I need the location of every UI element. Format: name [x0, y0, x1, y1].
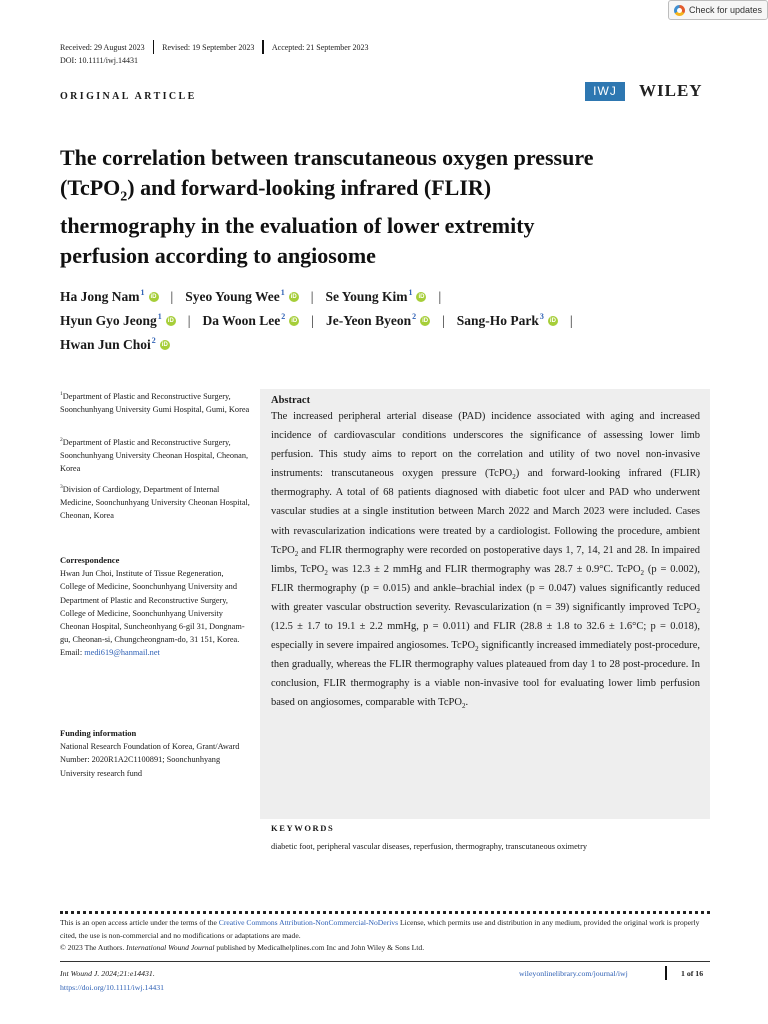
funding-text: National Research Foundation of Korea, Grant/Award Number: 2020R1A2C1100891; Soonchunhyang University research fund: [60, 742, 240, 778]
doi-link[interactable]: https://doi.org/10.1111/iwj.14431: [60, 983, 165, 992]
copyright-segment: © 2023 The Authors.: [60, 943, 127, 953]
author-separator: |: [187, 313, 191, 328]
author-name[interactable]: Je-Yeon Byeon: [325, 313, 412, 328]
abstract-heading: Abstract: [271, 395, 311, 406]
affiliation-marker[interactable]: 1: [280, 287, 285, 297]
author-name[interactable]: Hwan Jun Choi: [60, 337, 151, 352]
doi-text: DOI: 10.1111/iwj.14431: [60, 56, 138, 65]
author-separator: |: [170, 289, 174, 304]
subscript: 2: [512, 473, 516, 482]
license-notice: [60, 917, 710, 955]
email-label: Email:: [60, 648, 83, 658]
affiliation-marker[interactable]: 1: [140, 287, 145, 297]
subscript: 2: [461, 702, 466, 711]
check-for-updates-label: Check for updates: [689, 5, 763, 15]
orcid-icon[interactable]: iD: [167, 318, 174, 324]
orcid-icon[interactable]: iD: [291, 318, 298, 324]
journal-name: International Wound Journal: [126, 943, 215, 953]
article-title: [60, 143, 720, 270]
affiliation-marker[interactable]: 1: [157, 311, 162, 321]
orcid-icon[interactable]: iD: [422, 318, 429, 324]
title-line: thermography in the evaluation of lower extremity: [60, 213, 535, 239]
affiliation-number: 1: [60, 391, 63, 397]
orcid-icon[interactable]: iD: [290, 294, 297, 300]
affiliation-text: Department of Plastic and Reconstructive Surgery, Soonchunhyang University Cheonan Hospital, Cheonan, Korea: [60, 437, 249, 474]
abstract-segment: (12.5 ± 1.7 to 19.1 ± 2.2 mmHg, p = 0.011) and FLIR (28.8 ± 1.8 to 32.6 ± 1.6°C; p = 0.018), especially in severe impaired angiosomes. TcPO: [271, 621, 700, 652]
wiley-publisher-logo: WILEY: [639, 81, 703, 100]
author-separator: |: [442, 313, 445, 328]
abstract-segment: .: [465, 697, 469, 709]
article-history: [60, 40, 369, 54]
correspondence-email: [60, 646, 250, 659]
title-line: perfusion according to angiosome: [60, 242, 376, 268]
orcid-icon[interactable]: iD: [150, 294, 157, 300]
license-segment: This is an open access article under the terms of the: [60, 918, 219, 927]
affiliation-marker[interactable]: 2: [281, 311, 286, 321]
page-number: 1 of 16: [681, 969, 704, 978]
revised-date: Revised: 19 September 2023: [162, 42, 255, 52]
subscript: 2: [475, 645, 479, 654]
affiliation-number: 3: [60, 484, 63, 490]
correspondence-heading: Correspondence: [60, 555, 120, 565]
crossmark-icon: [674, 5, 685, 16]
author-separator: |: [569, 313, 573, 328]
affiliation-marker[interactable]: 1: [408, 287, 413, 297]
email-link[interactable]: medi619@hanmail.net: [84, 648, 160, 658]
abstract-segment: was 12.3 ± 2 mmHg and FLIR thermography was 28.7 ± 0.9°C. TcPO: [327, 563, 641, 575]
affiliation-marker[interactable]: 2: [151, 335, 156, 345]
author-name[interactable]: Sang-Ho Park: [456, 313, 539, 328]
author-line: [60, 337, 170, 353]
affiliation: [60, 434, 250, 475]
history-divider: [153, 40, 155, 54]
author-separator: |: [438, 289, 442, 304]
copyright-segment: published by Medicalhelplines.com Inc and John Wiley & Sons Ltd.: [214, 943, 425, 953]
title-text: ) and forward-looking infrared (FLIR): [127, 174, 492, 200]
funding-section: [60, 727, 250, 780]
author-line: [60, 289, 453, 305]
orcid-icon[interactable]: iD: [161, 342, 168, 348]
abstract-segment: (p = 0.002), FLIR thermography (p = 0.015) and ankle–brachial index (p = 0.047) values significantly reduced with greater vascular obstruction severity. Revascularization (n = 39) significantly improved TcPO: [271, 563, 700, 613]
correspondence-section: [60, 554, 250, 660]
abstract-box: [260, 389, 710, 819]
affiliation-marker[interactable]: 2: [412, 311, 417, 321]
article-type-label: ORIGINAL ARTICLE: [60, 91, 197, 102]
affiliation: [60, 388, 250, 416]
author-separator: |: [311, 313, 314, 328]
history-divider: [262, 40, 264, 54]
author-name[interactable]: Se Young Kim: [325, 289, 408, 304]
author-name[interactable]: Da Woon Lee: [202, 313, 281, 328]
abstract-segment: and FLIR thermography were recorded on postoperative days 1, 7, 14, 21 and 28. In impaired limbs, TcPO: [271, 544, 700, 575]
abstract-text: [271, 407, 700, 713]
title-text: (TcPO: [60, 174, 121, 200]
subscript: 2: [324, 568, 328, 577]
author-name[interactable]: Hyun Gyo Jeong: [60, 313, 157, 328]
affiliation-text: Department of Plastic and Reconstructive Surgery, Soonchunhyang University Gumi Hospital, Gumi, Korea: [60, 391, 250, 414]
journal-citation: Int Wound J. 2024;21:e14431.: [60, 969, 155, 978]
copyright-text: [60, 942, 710, 955]
funding-heading: Funding information: [60, 728, 137, 738]
abstract-segment: ) and forward-looking infrared (FLIR) thermography. A total of 68 patients diagnosed with diabetic foot ulcer and PAD who underwent vascular studies at a single institution between March 2022 and March 2023 were included. Cases with revascularization indications were treated by a cardiologist. Following the procedure, ambient TcPO: [271, 468, 700, 556]
affiliation-text: Division of Cardiology, Department of Internal Medicine, Soonchunhyang University Cheonan Hospital, Cheonan, Korea: [60, 484, 250, 521]
abstract-segment: significantly increased immediately post-procedure, then gradually, whereas the FLIR thermography values plateaued from day 1 to 28 post-procedure. In conclusion, FLIR thermography is a viable non-invasive tool for evaluating lower limb perfusion based on angiosomes, comparable with TcPO: [271, 640, 701, 709]
accepted-date: Accepted: 21 September 2023: [271, 42, 369, 52]
journal-website-link[interactable]: wileyonlinelibrary.com/journal/iwj: [519, 969, 628, 978]
cc-license-link[interactable]: Creative Commons Attribution-NonCommercial-NoDerivs: [218, 918, 399, 927]
abstract-segment: The increased peripheral arterial disease (PAD) incidence associated with aging and increased incidence of cardiovascular conditions underscores the significance of assessing lower limb perfusion. This study aims to report on the correlation and utility of two novel non-invasive instruments: transcutaneous oxygen pressure (TcPO: [271, 411, 700, 480]
subscript: 2: [294, 549, 299, 558]
footer-divider: [60, 961, 710, 962]
footer-separator: [665, 966, 667, 980]
affiliation-marker[interactable]: 3: [539, 311, 544, 321]
author-separator: |: [310, 289, 314, 304]
keywords-heading: KEYWORDS: [271, 823, 335, 833]
affiliation: [60, 481, 250, 522]
author-name[interactable]: Syeo Young Wee: [185, 289, 280, 304]
author-name[interactable]: Ha Jong Nam: [60, 289, 140, 304]
iwj-journal-logo: IWJ: [585, 82, 625, 101]
affiliation-number: 2: [60, 437, 63, 443]
subscript: 2: [696, 607, 700, 616]
license-text: [60, 917, 710, 942]
received-date: Received: 29 August 2023: [60, 42, 145, 52]
check-for-updates-button[interactable]: [668, 0, 768, 20]
subscript: 2: [640, 568, 645, 577]
orcid-icon[interactable]: iD: [418, 294, 425, 300]
author-line: [60, 313, 585, 329]
title-line: [60, 173, 720, 212]
correspondence-text: Hwan Jun Choi, Institute of Tissue Regeneration, College of Medicine, Soonchunhyang University and Department of Plastic and Reconstructive Surgery, College of Medicine, Soonchunhyang University Cheonan Hospital, Suncheonhyang 6-gil 31, Dongnam-gu, Cheonan-si, Chungcheongnam-do, 31 151, Korea.: [60, 569, 245, 645]
orcid-icon[interactable]: iD: [549, 318, 556, 324]
license-segment: License, which permits use and distribution in any medium, provided the original work is properly cited, the use is non-commercial and no modifications or adaptations are made.: [60, 918, 700, 940]
title-subscript: 2: [120, 188, 128, 204]
dotted-divider: [60, 911, 710, 914]
title-line: The correlation between transcutaneous oxygen pressure: [60, 145, 594, 170]
keywords-text: diabetic foot, peripheral vascular diseases, reperfusion, thermography, transcutaneous oximetry: [271, 842, 588, 851]
